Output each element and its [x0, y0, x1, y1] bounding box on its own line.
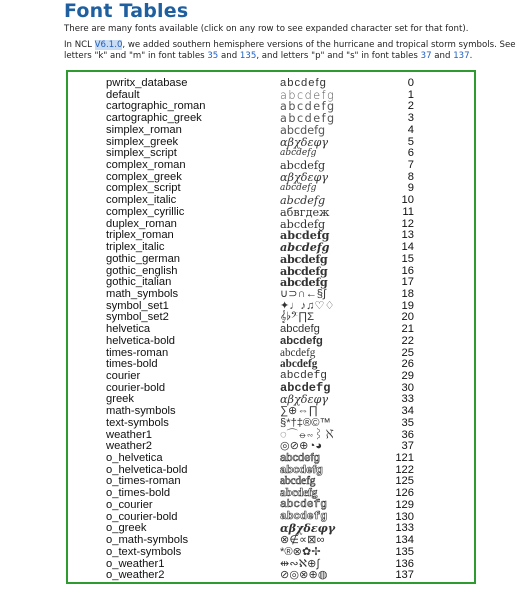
- table-row[interactable]: [68, 125, 474, 137]
- version-highlight: V6.1.0: [94, 40, 123, 50]
- font-sample: abcdefg: [280, 228, 330, 243]
- font-name: cartographic_greek: [106, 112, 202, 125]
- font-sample: abcdefg: [280, 251, 328, 266]
- font-number: 136: [395, 557, 414, 570]
- font-sample: abcdefg: [280, 463, 323, 476]
- font-sample: abcdefg: [280, 346, 316, 359]
- font-name: times-roman: [106, 346, 169, 359]
- font-name: simplex_greek: [106, 135, 179, 148]
- page-title: Font Tables: [64, 0, 189, 22]
- font-sample: ⊘◎⊗⊕◍: [280, 569, 328, 582]
- font-name: gothic_italian: [106, 276, 172, 289]
- font-number: 134: [395, 534, 414, 547]
- link-font-137[interactable]: 137: [453, 51, 470, 61]
- font-sample: αβχδεφγ: [280, 521, 336, 536]
- font-name: helvetica: [106, 323, 151, 336]
- font-sample: ⊗∉∝⊠∞: [280, 534, 325, 547]
- link-font-135[interactable]: 135: [239, 51, 257, 61]
- font-number: 36: [401, 428, 414, 441]
- table-row[interactable]: [68, 535, 474, 547]
- font-sample: abcdefg: [280, 263, 328, 278]
- font-number: 9: [407, 182, 414, 195]
- font-number: 0: [407, 77, 414, 89]
- font-name: weather2: [106, 440, 153, 453]
- font-number: 25: [401, 346, 414, 359]
- table-row[interactable]: [68, 78, 474, 90]
- font-number: 22: [401, 334, 414, 347]
- table-row[interactable]: [68, 418, 474, 430]
- font-sample: abcdefg: [280, 380, 331, 395]
- font-name: triplex_roman: [106, 229, 174, 242]
- font-sample: 𝄞♭𝄢∏Σ: [280, 311, 315, 324]
- font-sample: ✦♩♪♫♡♢: [280, 299, 335, 312]
- font-name: o_math-symbols: [106, 534, 189, 547]
- font-sample: ◌⌒⦵∾⌇ℵ: [280, 428, 336, 441]
- font-number: 13: [401, 229, 414, 242]
- font-name: weather1: [106, 428, 153, 441]
- font-number: 6: [407, 147, 414, 160]
- font-name: o_helvetica: [106, 452, 163, 465]
- font-sample: abcdefg: [280, 183, 317, 194]
- font-sample: abcdefg: [280, 112, 336, 126]
- font-sample: abcdefg: [280, 370, 327, 382]
- note-prefix: In NCL: [64, 40, 95, 50]
- font-name: gothic_german: [106, 252, 181, 265]
- font-number: 130: [395, 510, 414, 523]
- font-number: 18: [401, 287, 414, 300]
- font-name: symbol_set2: [106, 311, 169, 324]
- font-number: 8: [407, 170, 414, 183]
- font-sample: abcdefg: [280, 487, 318, 500]
- font-sample: abcdefg: [280, 194, 326, 208]
- font-number: 21: [401, 323, 414, 336]
- table-row[interactable]: [68, 336, 474, 348]
- font-number: 10: [401, 194, 414, 207]
- font-sample: §*†‡®©™: [280, 416, 331, 429]
- font-sample: abcdefg: [280, 148, 317, 159]
- font-number: 14: [401, 241, 414, 254]
- link-font-37[interactable]: 37: [420, 51, 432, 61]
- note-mid2: , and letters "p" and "s" in font tables: [256, 51, 421, 61]
- font-name: times-bold: [106, 358, 158, 371]
- note-suffix: .: [469, 51, 473, 61]
- font-name: o_weather1: [106, 557, 165, 570]
- font-number: 3: [407, 112, 414, 125]
- font-number: 11: [402, 205, 414, 218]
- font-name: o_times-bold: [106, 487, 171, 500]
- font-number: 16: [401, 264, 414, 277]
- font-name: o_times-roman: [106, 475, 181, 488]
- font-number: 7: [407, 159, 414, 172]
- font-name: o_courier: [106, 498, 153, 511]
- font-sample: ∪⊃∩←§∫: [280, 287, 327, 300]
- font-sample: abcdefg: [280, 358, 318, 371]
- font-name: simplex_script: [106, 147, 177, 160]
- font-name: o_greek: [106, 522, 147, 535]
- font-name: pwritx_database: [106, 77, 188, 89]
- font-table: [66, 70, 476, 584]
- font-sample: abcdefg: [280, 510, 327, 523]
- table-row[interactable]: [68, 500, 474, 512]
- font-name: o_text-symbols: [106, 545, 182, 558]
- font-sample: ◎⊘⊕◔◕: [280, 440, 323, 453]
- font-sample: abcdefg: [280, 452, 320, 465]
- font-number: 33: [401, 393, 414, 406]
- font-name: text-symbols: [106, 416, 169, 429]
- note-and2: and: [431, 51, 454, 61]
- table-row[interactable]: [68, 160, 474, 172]
- table-row[interactable]: [68, 570, 474, 582]
- table-row[interactable]: [68, 453, 474, 465]
- font-number: 5: [407, 135, 414, 148]
- font-name: gothic_english: [106, 264, 178, 277]
- font-number: 34: [401, 405, 414, 418]
- font-sample: abcdefg: [280, 77, 327, 89]
- font-sample: abcdefg: [280, 323, 320, 336]
- font-name: complex_greek: [106, 170, 182, 183]
- font-name: o_weather2: [106, 569, 165, 582]
- font-name: simplex_roman: [106, 123, 182, 136]
- font-name: o_courier-bold: [106, 510, 178, 523]
- font-name: courier: [106, 370, 141, 382]
- link-font-35[interactable]: 35: [207, 51, 219, 61]
- font-number: 1: [407, 88, 414, 101]
- font-number: 20: [401, 311, 414, 324]
- font-number: 2: [407, 100, 414, 113]
- table-row[interactable]: [68, 289, 474, 301]
- version-note: [64, 40, 524, 62]
- font-sample: abcdefg: [280, 240, 330, 255]
- font-number: 35: [401, 416, 414, 429]
- font-number: 30: [401, 381, 414, 394]
- note-and1: and: [218, 51, 240, 61]
- font-name: complex_script: [106, 182, 181, 195]
- font-name: math-symbols: [106, 405, 176, 418]
- font-number: 122: [395, 463, 414, 476]
- font-number: 126: [395, 487, 414, 500]
- font-sample: абвгдеж: [280, 205, 330, 219]
- font-number: 37: [401, 440, 414, 453]
- font-sample: abcdefg: [280, 100, 336, 114]
- table-row[interactable]: [68, 371, 474, 383]
- font-sample: abcdefg: [280, 334, 323, 347]
- font-name: duplex_roman: [106, 217, 177, 230]
- table-row[interactable]: [68, 207, 474, 219]
- font-sample: abcdefg: [280, 123, 326, 137]
- font-name: cartographic_roman: [106, 100, 206, 113]
- font-number: 137: [395, 569, 414, 582]
- font-name: math_symbols: [106, 287, 179, 300]
- font-sample: abcdefg: [280, 498, 327, 511]
- font-number: 121: [395, 452, 414, 465]
- font-sample: abcdefg: [280, 217, 326, 231]
- font-number: 15: [401, 252, 414, 265]
- font-name: courier-bold: [106, 381, 166, 394]
- font-name: default: [106, 88, 140, 101]
- table-row[interactable]: [68, 251, 474, 266]
- font-sample: ⇹∾ℵ⊕∫: [280, 557, 320, 570]
- font-name: greek: [106, 393, 134, 406]
- font-name: complex_italic: [106, 194, 177, 207]
- font-number: 135: [395, 545, 414, 558]
- font-number: 129: [395, 498, 414, 511]
- font-sample: ∑⊕⇔∏: [280, 405, 318, 418]
- font-number: 29: [401, 370, 414, 382]
- font-name: symbol_set1: [106, 299, 169, 312]
- font-sample: αβχδεφγ: [280, 393, 329, 407]
- intro-text: There are many fonts available (click on any row to see expanded character set for that font).: [64, 24, 469, 34]
- font-name: complex_cyrillic: [106, 205, 185, 218]
- font-number: 17: [401, 276, 414, 289]
- font-number: 19: [401, 299, 414, 312]
- font-sample: abcdefg: [280, 275, 328, 290]
- font-number: 125: [395, 475, 414, 488]
- font-sample: abcdefg: [280, 159, 326, 173]
- font-sample: αβχδεφγ: [280, 135, 329, 149]
- note-mid1: , we added southern hemisphere versions of the hurricane and tropical storm symbols. See letters "k" and "m" in font tables: [64, 40, 516, 61]
- font-number: 26: [401, 358, 414, 371]
- table-row[interactable]: [68, 547, 474, 559]
- font-name: helvetica-bold: [106, 334, 176, 347]
- table-row[interactable]: [68, 242, 474, 254]
- font-sample: *®⊗✿✢: [280, 545, 321, 558]
- font-sample: abcdefg: [280, 88, 336, 102]
- font-number: 4: [407, 123, 414, 136]
- font-sample: αβχδεφγ: [280, 170, 329, 184]
- font-number: 133: [395, 522, 414, 535]
- font-name: complex_roman: [106, 159, 186, 172]
- font-sample: abcdefg: [280, 475, 316, 488]
- font-number: 12: [401, 217, 414, 230]
- font-name: o_helvetica-bold: [106, 463, 188, 476]
- font-name: triplex_italic: [106, 241, 165, 254]
